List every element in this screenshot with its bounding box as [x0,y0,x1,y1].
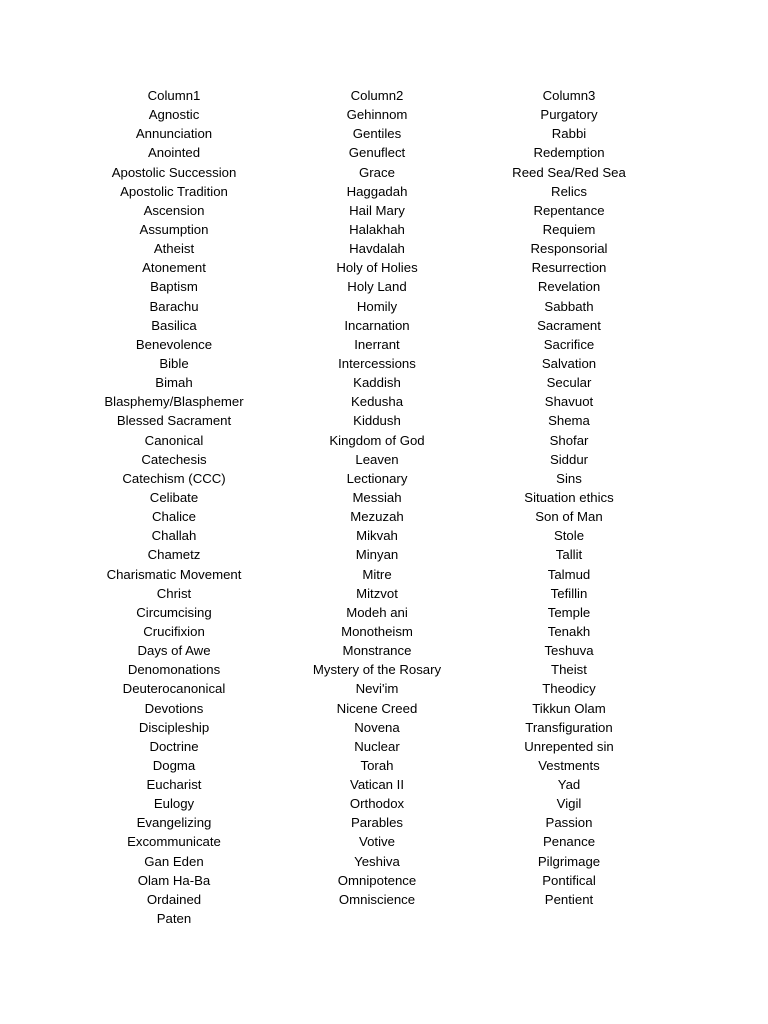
table-cell: Denomonations [127,662,221,678]
table-cell: Nevi'im [355,681,399,697]
table-cell: Tikkun Olam [532,700,606,716]
table-cell: Apostolic Tradition [120,183,228,199]
table-cell: Anointed [147,145,201,161]
table-cell: Requiem [542,221,596,237]
table-cell: Gehinnom [346,107,408,123]
table-cell: Mitre [362,566,392,582]
table-cell: Omnipotence [337,872,417,888]
table-cell: Grace [359,164,395,180]
table-cell: Blessed Sacrament [116,413,232,429]
table-cell: Omniscience [338,891,416,907]
table-cell: Challah [151,528,197,544]
table-cell: Situation ethics [524,489,614,505]
table-cell: Vigil [556,796,582,812]
table-cell: Nicene Creed [336,700,418,716]
table-cell: Salvation [541,355,597,371]
table-cell: Transfiguration [525,719,613,735]
table-cell: Assumption [139,221,209,237]
table-cell: Talmud [547,566,591,582]
table-cell: Lectionary [346,470,408,486]
table-cell: Havdalah [349,241,405,257]
table-cell: Monotheism [341,623,413,639]
table-cell: Gentiles [352,126,402,142]
table-cell: Sabbath [544,298,594,314]
table-cell: Excommunicate [127,834,221,850]
table-cell: Homily [356,298,398,314]
table-cell: Sacrifice [543,336,595,352]
table-cell: Secular [546,375,592,391]
table-cell: Minyan [355,547,399,563]
table-cell: Kingdom of God [329,432,425,448]
table-cell: Pentient [544,891,594,907]
table-cell: Nuclear [354,738,400,754]
table-cell: Son of Man [535,509,603,525]
column-header: Column2 [350,88,404,103]
table-cell: Votive [359,834,395,850]
table-cell: Tefillin [550,585,588,601]
table-cell: Chametz [147,547,201,563]
table-cell: Holy Land [347,279,407,295]
table-cell: Eulogy [153,796,195,812]
table-cell: Theodicy [542,681,596,697]
table-cell: Sacrament [537,317,601,333]
table-cell: Modeh ani [346,604,408,620]
table-cell: Torah [360,757,394,773]
table-cell: Messiah [352,489,402,505]
table-cell: Sins [556,470,582,486]
table-cell: Celibate [149,489,199,505]
table-cell: Shema [548,413,590,429]
table-cell: Mezuzah [350,509,404,525]
table-cell: Days of Awe [137,643,211,659]
table-cell: Shofar [549,432,589,448]
table-cell: Penance [542,834,596,850]
table-cell: Tallit [555,547,583,563]
table-cell: Shavuot [544,394,594,410]
table-cell: Olam Ha-Ba [137,872,211,888]
table-cell: Haggadah [346,183,408,199]
table-cell: Discipleship [138,719,210,735]
table-cell: Evangelizing [136,815,212,831]
table-cell: Atonement [142,260,206,276]
table-cell: Stole [553,528,585,544]
table-cell: Mystery of the Rosary [312,662,442,678]
table-cell: Benevolence [135,336,213,352]
table-cell: Catechism (CCC) [122,470,226,486]
table-cell: Redemption [533,145,605,161]
table-cell: Charismatic Movement [106,566,242,582]
table-cell: Vestments [538,757,600,773]
table-cell: Kiddush [353,413,401,429]
table-cell: Deuterocanonical [122,681,226,697]
table-cell: Unrepented sin [524,738,614,754]
table-cell: Bible [159,355,189,371]
table-cell: Agnostic [148,107,200,123]
column-3 [449,86,689,909]
table-cell: Temple [547,604,591,620]
table-cell: Catechesis [141,451,207,467]
table-cell: Reed Sea/Red Sea [512,164,626,180]
table-cell: Circumcising [136,604,212,620]
table-cell: Teshuva [544,643,594,659]
table-cell: Hail Mary [349,202,405,218]
table-cell: Leaven [355,451,399,467]
table-cell: Christ [156,585,192,601]
table-cell: Kedusha [350,394,404,410]
table-cell: Gan Eden [144,853,204,869]
table-cell: Barachu [149,298,199,314]
table-cell: Baptism [150,279,198,295]
table-cell: Annunciation [135,126,213,142]
table-cell: Yeshiva [354,853,400,869]
table-cell: Chalice [152,509,196,525]
table-cell: Ordained [146,891,202,907]
table-cell: Responsorial [530,241,608,257]
table-cell: Rabbi [551,126,587,142]
table-cell: Blasphemy/Blasphemer [104,394,244,410]
table-cell: Atheist [153,241,195,257]
table-cell: Relics [551,183,587,199]
table-cell: Incarnation [344,317,410,333]
table-cell: Crucifixion [143,623,205,639]
table-cell: Genuflect [348,145,406,161]
table-cell: Monstrance [342,643,412,659]
table-cell: Dogma [152,757,196,773]
table-cell: Revelation [537,279,601,295]
column-header: Column3 [542,88,596,103]
table-cell: Theist [551,662,587,678]
table-cell: Intercessions [338,355,416,371]
table-cell: Halakhah [349,221,405,237]
table-cell: Kaddish [353,375,401,391]
table-cell: Pilgrimage [537,853,601,869]
table-cell: Passion [545,815,593,831]
table-cell: Inerrant [354,336,400,352]
table-cell: Novena [354,719,400,735]
table-cell: Canonical [144,432,204,448]
table-cell: Paten [156,911,192,927]
table-cell: Vatican II [350,777,404,793]
table-cell: Ascension [143,202,205,218]
column-header: Column1 [147,88,201,103]
table-cell: Basilica [151,317,197,333]
table-cell: Holy of Holies [336,260,418,276]
table-cell: Apostolic Succession [111,164,237,180]
table-cell: Doctrine [149,738,199,754]
table-cell: Yad [557,777,581,793]
table-cell: Orthodox [349,796,405,812]
table-cell: Mikvah [356,528,398,544]
table-cell: Siddur [549,451,589,467]
table-cell: Resurrection [531,260,607,276]
table-cell: Bimah [155,375,193,391]
table-cell: Purgatory [540,107,598,123]
table-cell: Tenakh [547,623,591,639]
table-cell: Parables [350,815,404,831]
table-cell: Devotions [144,700,204,716]
table-cell: Mitzvot [356,585,398,601]
table-cell: Eucharist [146,777,202,793]
table-cell: Pontifical [542,872,596,888]
table-cell: Repentance [533,202,605,218]
